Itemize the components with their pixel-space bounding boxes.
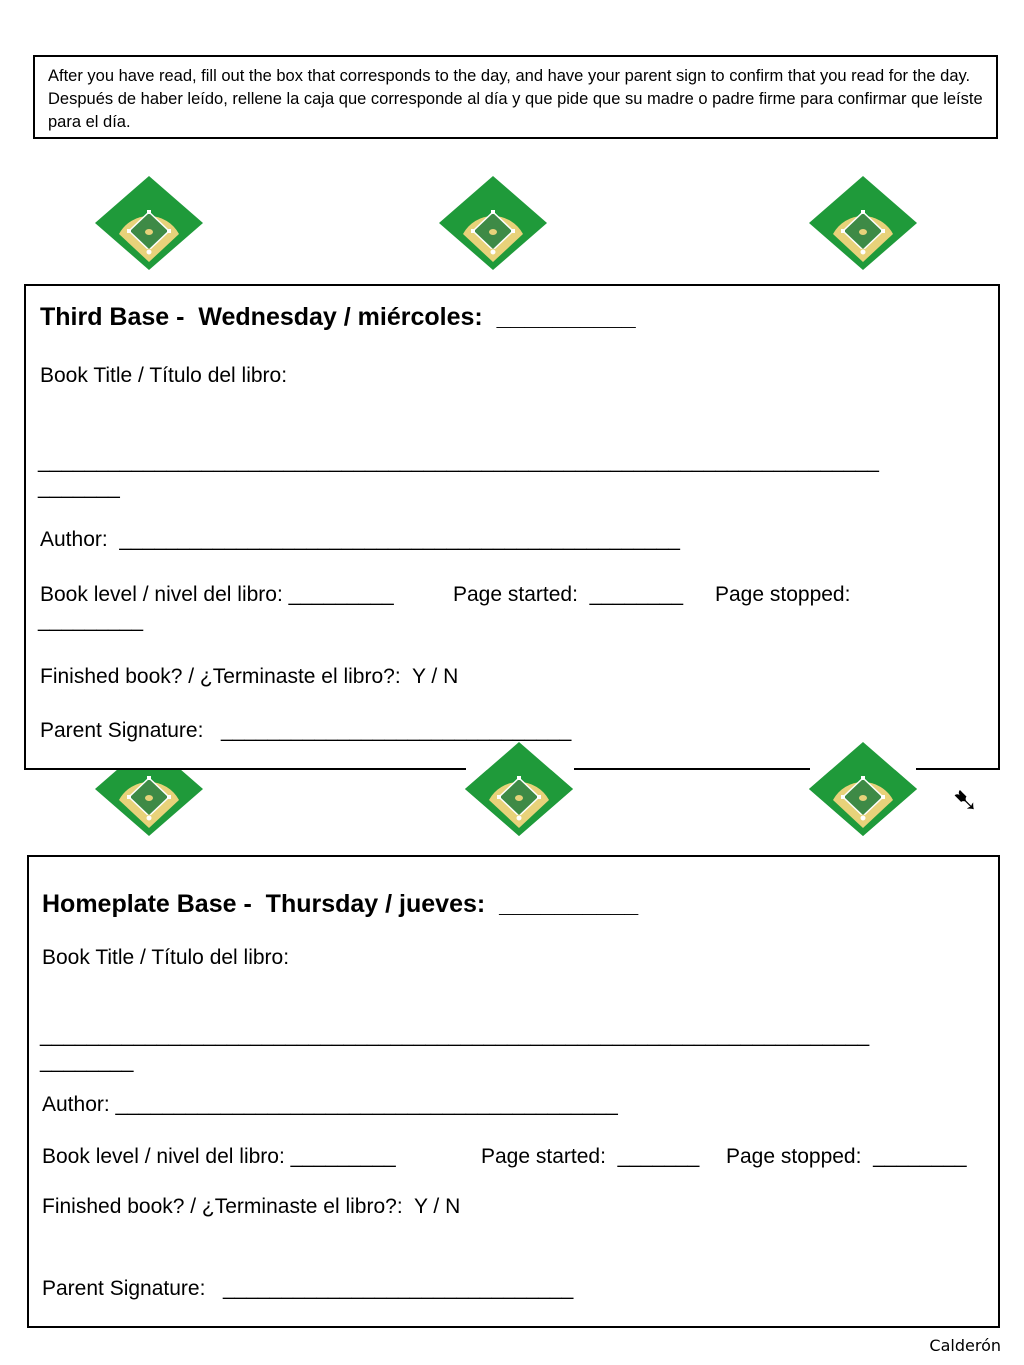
author-credit: Calderón	[929, 1336, 1001, 1355]
baseball-diamond-icon	[437, 174, 549, 272]
baseball-diamond-icon	[807, 174, 919, 272]
book-title-field[interactable]: ________________________________________________________________________	[38, 450, 879, 473]
book-title-label: Book Title / Título del libro:	[42, 946, 290, 969]
thursday-title: Homeplate Base - Thursday / jueves: __________	[42, 890, 639, 918]
book-title-field-continued[interactable]: _______	[38, 476, 120, 499]
wednesday-log-box	[24, 284, 1000, 770]
wednesday-title: Third Base - Wednesday / miércoles: __________	[40, 303, 636, 331]
author-field[interactable]: Author: ___________________________________________	[42, 1093, 618, 1116]
book-title-label: Book Title / Título del libro:	[40, 364, 288, 387]
book-level-field[interactable]: Book level / nivel del libro: _________	[40, 583, 394, 606]
instructions-box	[33, 55, 998, 139]
instructions-text: After you have read, fill out the box that corresponds to the day, and have your parent sign to confirm that you read for the day. Después de haber leído, rellene la caja que corresponde al día y que pide que su madre o padre firme para confirmar que leíste para el día.	[48, 67, 983, 131]
thursday-log-box	[27, 855, 1000, 1328]
page-stopped-field[interactable]: _________	[38, 609, 144, 632]
page-started-field[interactable]: Page started: ________	[453, 583, 684, 606]
finished-book-field[interactable]: Finished book? / ¿Terminaste el libro?: Y / N	[40, 665, 459, 688]
baseball-diamond-icon	[93, 174, 205, 272]
baseball-diamond-icon	[463, 740, 575, 838]
parent-signature-field[interactable]: Parent Signature: ______________________________	[40, 719, 572, 742]
parent-signature-field[interactable]: Parent Signature: ______________________________	[42, 1277, 574, 1300]
finished-book-field[interactable]: Finished book? / ¿Terminaste el libro?: Y / N	[42, 1195, 461, 1218]
book-title-field-continued[interactable]: ________	[40, 1050, 134, 1073]
page-stopped-field[interactable]: Page stopped: ________	[726, 1145, 967, 1168]
arrow-down-left-icon: ➷	[952, 781, 979, 819]
baseball-diamond-icon	[807, 740, 919, 838]
book-title-field[interactable]: _______________________________________________________________________	[40, 1024, 870, 1047]
page-started-field[interactable]: Page started: _______	[481, 1145, 700, 1168]
book-level-field[interactable]: Book level / nivel del libro: _________	[42, 1145, 396, 1168]
author-field[interactable]: Author: ________________________________________________	[40, 528, 680, 551]
page-stopped-label: Page stopped:	[715, 583, 851, 606]
